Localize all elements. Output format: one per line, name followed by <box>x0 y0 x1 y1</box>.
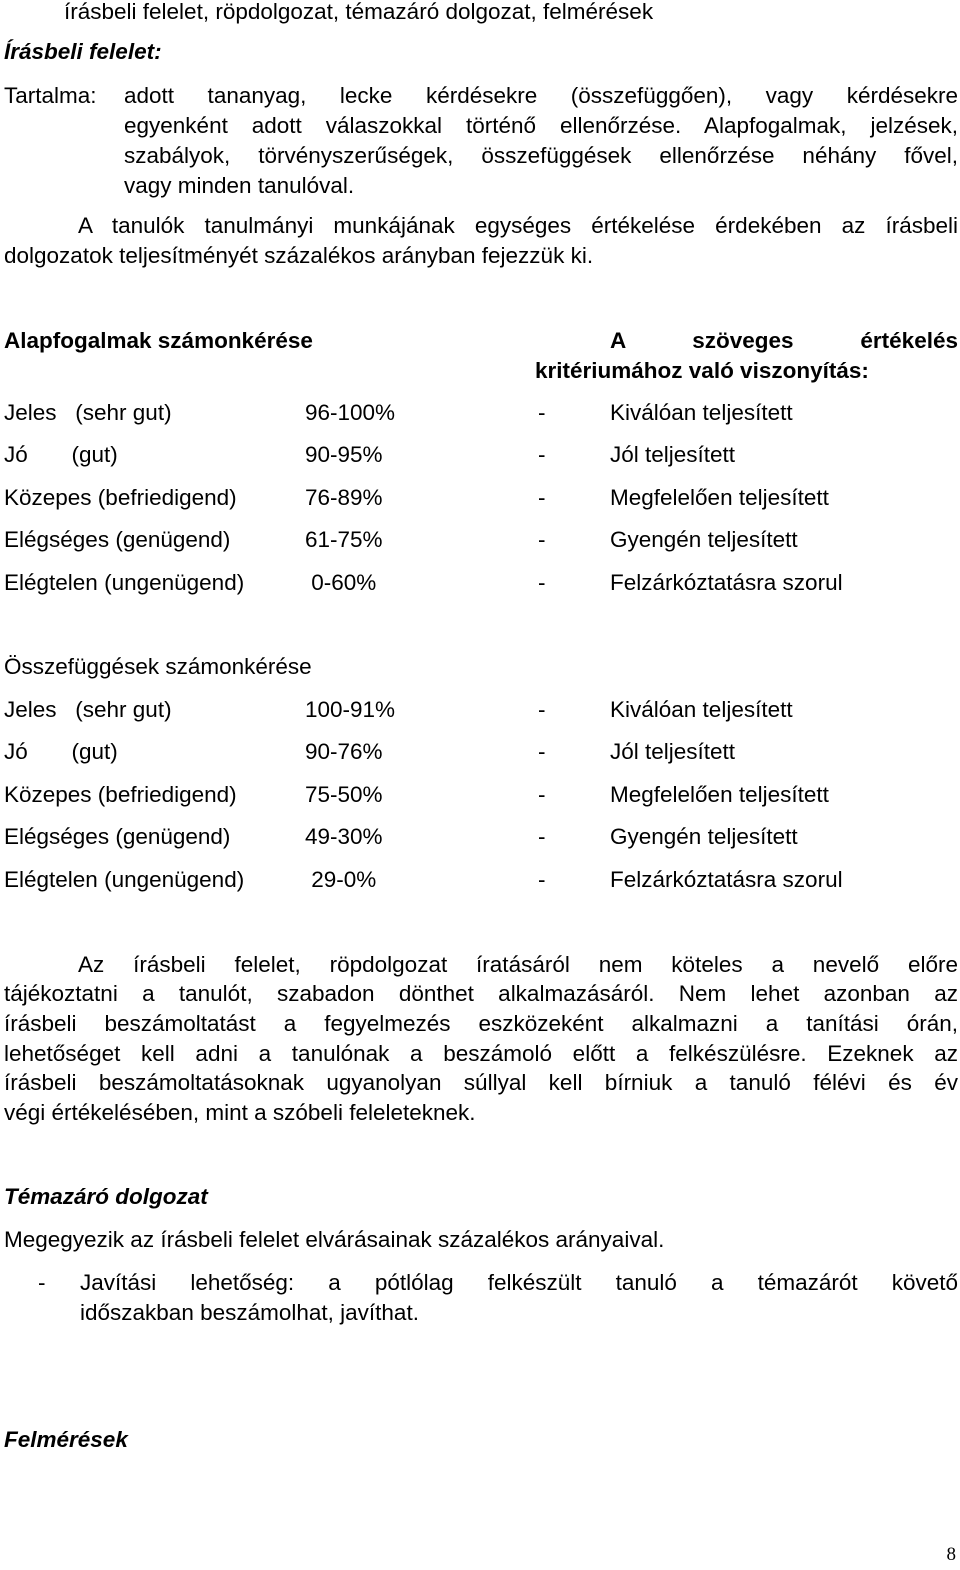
content-line: adott tananyag, lecke kérdésekre (összefüggően), vagy kérdésekre <box>124 83 958 108</box>
page-number: 8 <box>946 1544 956 1565</box>
grade-row <box>4 780 958 810</box>
grade-percent: 61-75% <box>305 527 383 552</box>
grade-description: Kiválóan teljesített <box>610 697 793 722</box>
grade-percent: 75-50% <box>305 782 383 807</box>
grade-description: Jól teljesített <box>610 442 736 467</box>
criteria-heading-line: A szöveges értékelés <box>610 328 958 353</box>
content-line: egyenként adott válaszokkal történő ellenőrzése. Alapfogalmak, jelzések, <box>124 113 958 138</box>
grade-description: Kiválóan teljesített <box>610 400 793 425</box>
notice-line: írásbeli beszámoltatásoknak ugyanolyan súllyal kell bírniuk a tanuló félévi és év <box>4 1070 958 1095</box>
bullet-line: időszakban beszámolhat, javíthat. <box>80 1300 419 1325</box>
grade-name: Elégséges (genügend) <box>4 527 231 552</box>
evaluation-line: dolgozatok teljesítményét százalékos arányban fejezzük ki. <box>4 243 594 268</box>
grade-percent: 49-30% <box>305 824 383 849</box>
grade-dash: - <box>538 400 546 425</box>
grade-row <box>4 865 958 895</box>
notice-line: tájékoztatni a tanulót, szabadon dönthet alkalmazásáról. Nem lehet azonban az <box>4 981 958 1006</box>
grade-description: Gyengén teljesített <box>610 527 798 552</box>
grade-dash: - <box>538 527 546 552</box>
relations-heading: Összefüggések számonkérése <box>4 654 312 679</box>
written-answer-heading: Írásbeli felelet: <box>4 39 162 64</box>
grade-name: Közepes (befriedigend) <box>4 782 237 807</box>
grade-dash: - <box>538 442 546 467</box>
grade-row <box>4 398 958 428</box>
content-line: szabályok, törvényszerűségek, összefüggések ellenőrzése néhány fővel, <box>124 143 958 168</box>
topic-test-heading: Témazáró dolgozat <box>4 1184 208 1209</box>
notice-line: írásbeli beszámoltatást a fegyelmezés eszközeként alkalmazni a tanítási órán, <box>4 1011 958 1036</box>
top-line: írásbeli felelet, röpdolgozat, témazáró dolgozat, felmérések <box>64 0 654 24</box>
grade-dash: - <box>538 739 546 764</box>
grade-percent: 76-89% <box>305 485 383 510</box>
grade-percent: 100-91% <box>305 697 396 722</box>
bullet-line: Javítási lehetőség: a pótlólag felkészült tanuló a témazárót követő <box>80 1270 958 1295</box>
surveys-heading: Felmérések <box>4 1427 128 1452</box>
grade-description: Megfelelően teljesített <box>610 782 829 807</box>
notice-line: lehetőséget kell adni a tanulónak a beszámoló előtt a felkészülésre. Ezeknek az <box>4 1041 958 1066</box>
grade-dash: - <box>538 570 546 595</box>
bullet-dash: - <box>38 1270 46 1295</box>
grade-name: Elégséges (genügend) <box>4 824 231 849</box>
grade-description: Felzárkóztatásra szorul <box>610 867 843 892</box>
grade-percent: 90-95% <box>305 442 383 467</box>
grade-percent: 96-100% <box>305 400 396 425</box>
grade-dash: - <box>538 867 546 892</box>
content-label: Tartalma: <box>4 83 97 108</box>
topic-test-text: Megegyezik az írásbeli felelet elvárásainak százalékos arányaival. <box>4 1227 665 1252</box>
grade-row <box>4 440 958 470</box>
grade-row <box>4 483 958 513</box>
grade-dash: - <box>538 824 546 849</box>
grade-name: Jó (gut) <box>4 442 118 467</box>
grade-percent: 29-0% <box>305 867 377 892</box>
evaluation-line: A tanulók tanulmányi munkájának egységes értékelése érdekében az írásbeli <box>78 213 958 238</box>
grade-name: Jeles (sehr gut) <box>4 400 172 425</box>
grade-description: Felzárkóztatásra szorul <box>610 570 843 595</box>
grade-dash: - <box>538 697 546 722</box>
grade-dash: - <box>538 782 546 807</box>
grade-row <box>4 525 958 555</box>
grade-name: Jó (gut) <box>4 739 118 764</box>
notice-line: Az írásbeli felelet, röpdolgozat íratásáról nem köteles a nevelő előre <box>78 952 958 977</box>
grade-percent: 90-76% <box>305 739 383 764</box>
grade-dash: - <box>538 485 546 510</box>
criteria-heading-line: kritériumához való viszonyítás: <box>535 358 869 383</box>
grade-percent: 0-60% <box>305 570 377 595</box>
grade-name: Elégtelen (ungenügend) <box>4 867 245 892</box>
grade-row <box>4 737 958 767</box>
basics-heading: Alapfogalmak számonkérése <box>4 328 313 353</box>
grade-name: Elégtelen (ungenügend) <box>4 570 245 595</box>
notice-line: végi értékelésében, mint a szóbeli feleleteknek. <box>4 1100 476 1125</box>
grade-description: Jól teljesített <box>610 739 736 764</box>
grade-row <box>4 822 958 852</box>
content-line: vagy minden tanulóval. <box>124 173 355 198</box>
grade-name: Jeles (sehr gut) <box>4 697 172 722</box>
grade-name: Közepes (befriedigend) <box>4 485 237 510</box>
grade-row <box>4 695 958 725</box>
grade-description: Megfelelően teljesített <box>610 485 829 510</box>
grade-description: Gyengén teljesített <box>610 824 798 849</box>
grade-row <box>4 568 958 598</box>
